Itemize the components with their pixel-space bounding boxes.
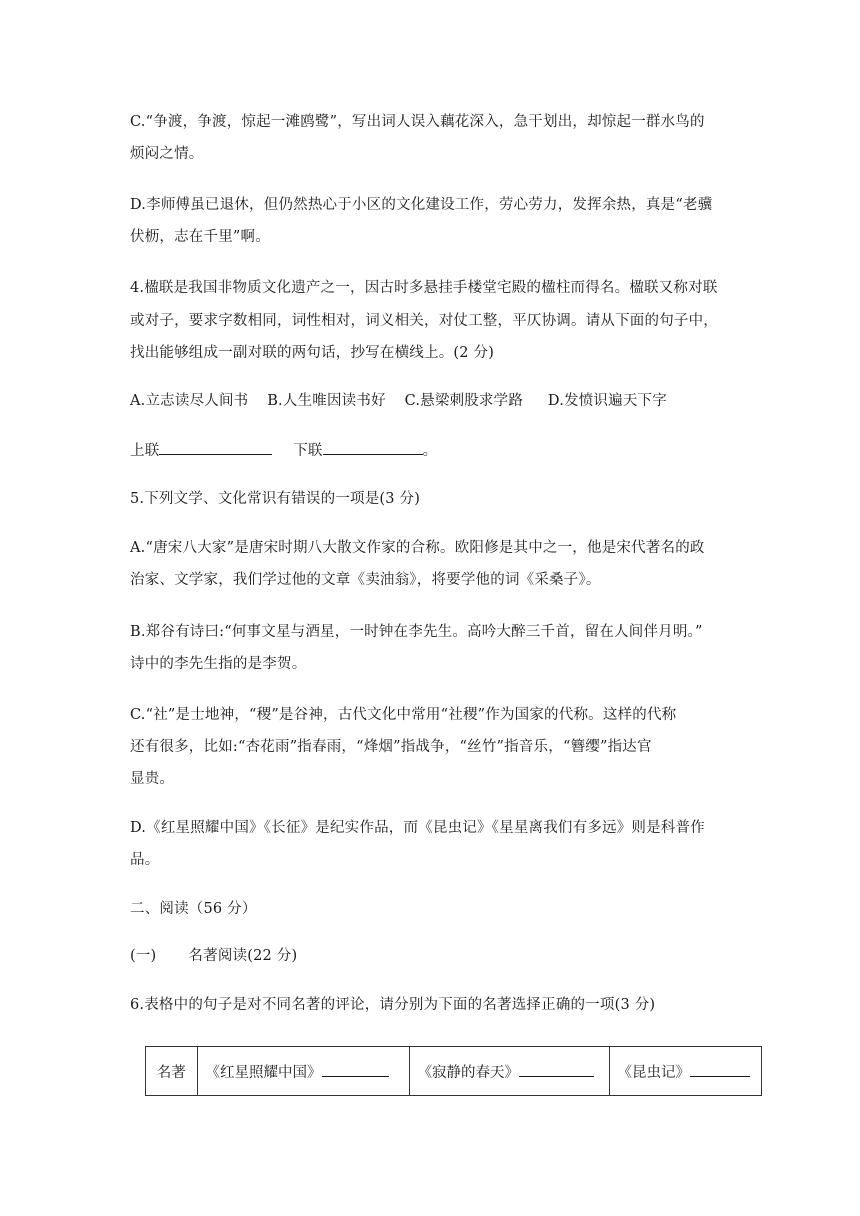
q4-option-b: B.人生唯因读书好 <box>267 393 386 409</box>
end-punctuation: 。 <box>422 443 438 459</box>
table-header-cell: 名著 <box>146 1047 198 1096</box>
subsection-heading <box>130 946 297 966</box>
q4-options <box>130 391 667 411</box>
q3-c-line-2: 烦闷之情。 <box>130 146 204 162</box>
q5-b-line-1: B.郑谷有诗曰:“何事文星与酒星，一时钟在李先生。高吟大醉三千首，留在人间伴月明。” <box>130 624 703 640</box>
upper-couplet-label: 上联 <box>130 443 160 459</box>
q5-c-line-2: 还有很多，比如:“杏花雨”指春雨，“烽烟”指战争，“丝竹”指音乐，“簪缨”指达官 <box>130 739 652 755</box>
lower-couplet-label: 下联 <box>293 443 323 459</box>
q4-option-d: D.发愤识遍天下字 <box>547 393 667 409</box>
subsection-title: 名著阅读(22 分) <box>188 948 298 964</box>
table-row <box>146 1047 762 1096</box>
answer-blank[interactable] <box>322 1062 389 1077</box>
answer-blank[interactable] <box>690 1062 750 1077</box>
q5-d-line-2: 品。 <box>130 852 160 868</box>
q6-stem: 6.表格中的句子是对不同名著的评论，请分别为下面的名著选择正确的一项(3 分) <box>130 997 656 1013</box>
works-table <box>145 1046 762 1096</box>
upper-couplet-blank[interactable] <box>159 440 272 455</box>
q4-answer-line <box>130 440 437 461</box>
lower-couplet-blank[interactable] <box>323 440 423 455</box>
q5-b-line-2: 诗中的李先生指的是李贺。 <box>130 656 307 672</box>
q3-d-line-1: D.李师傅虽已退休，但仍然热心于小区的文化建设工作，劳心劳力，发挥余热，真是“老骥 <box>130 197 713 213</box>
subsection-number: (一) <box>130 948 157 964</box>
q5-stem: 5.下列文学、文化常识有错误的一项是(3 分) <box>130 491 421 507</box>
q4-stem-line-2: 或对子，要求字数相同，词性相对，词义相关，对仗工整，平仄协调。请从下面的句子中， <box>130 313 718 329</box>
q3-c-line-1: C.“争渡，争渡，惊起一滩鸥鹭”，写出词人误入藕花深入，急干划出，却惊起一群水鸟的 <box>130 114 705 130</box>
table-cell-work-3 <box>609 1047 762 1096</box>
q5-a-line-1: A.“唐宋八大家”是唐宋时期八大散文作家的合称。欧阳修是其中之一，他是宋代著名的政 <box>130 540 705 556</box>
q4-stem-line-1: 4.楹联是我国非物质文化遗产之一，因古时多悬挂手楼堂宅殿的楹柱而得名。楹联又称对联 <box>130 280 718 296</box>
table-cell-work-1 <box>197 1047 409 1096</box>
q5-c-line-1: C.“社”是士地神，“稷”是谷神，古代文化中常用“社稷”作为国家的代称。这样的代称 <box>130 707 677 723</box>
q5-d-line-1: D.《红星照耀中国》《长征》是纪实作品，而《昆虫记》《星星离我们有多远》则是科普作 <box>130 820 705 836</box>
work-title: 《昆虫记》 <box>617 1064 690 1081</box>
q5-c-line-3: 显贵。 <box>130 771 175 787</box>
work-title: 《寂静的春天》 <box>417 1064 520 1081</box>
q4-stem-line-3: 找出能够组成一副对联的两句话，抄写在横线上。(2 分) <box>130 345 495 361</box>
q4-option-c: C.悬梁刺股求学路 <box>404 393 524 409</box>
work-title: 《红星照耀中国》 <box>205 1064 322 1081</box>
q3-d-line-2: 伏枥，志在千里”啊。 <box>130 229 270 245</box>
section-title: 二、阅读（56 分） <box>130 901 257 917</box>
q4-option-a: A.立志读尽人间书 <box>130 393 249 409</box>
answer-blank[interactable] <box>519 1062 594 1077</box>
table-cell-work-2 <box>409 1047 609 1096</box>
q5-a-line-2: 治家、文学家，我们学过他的文章《卖油翁》，将要学他的词《采桑子》。 <box>130 572 601 588</box>
